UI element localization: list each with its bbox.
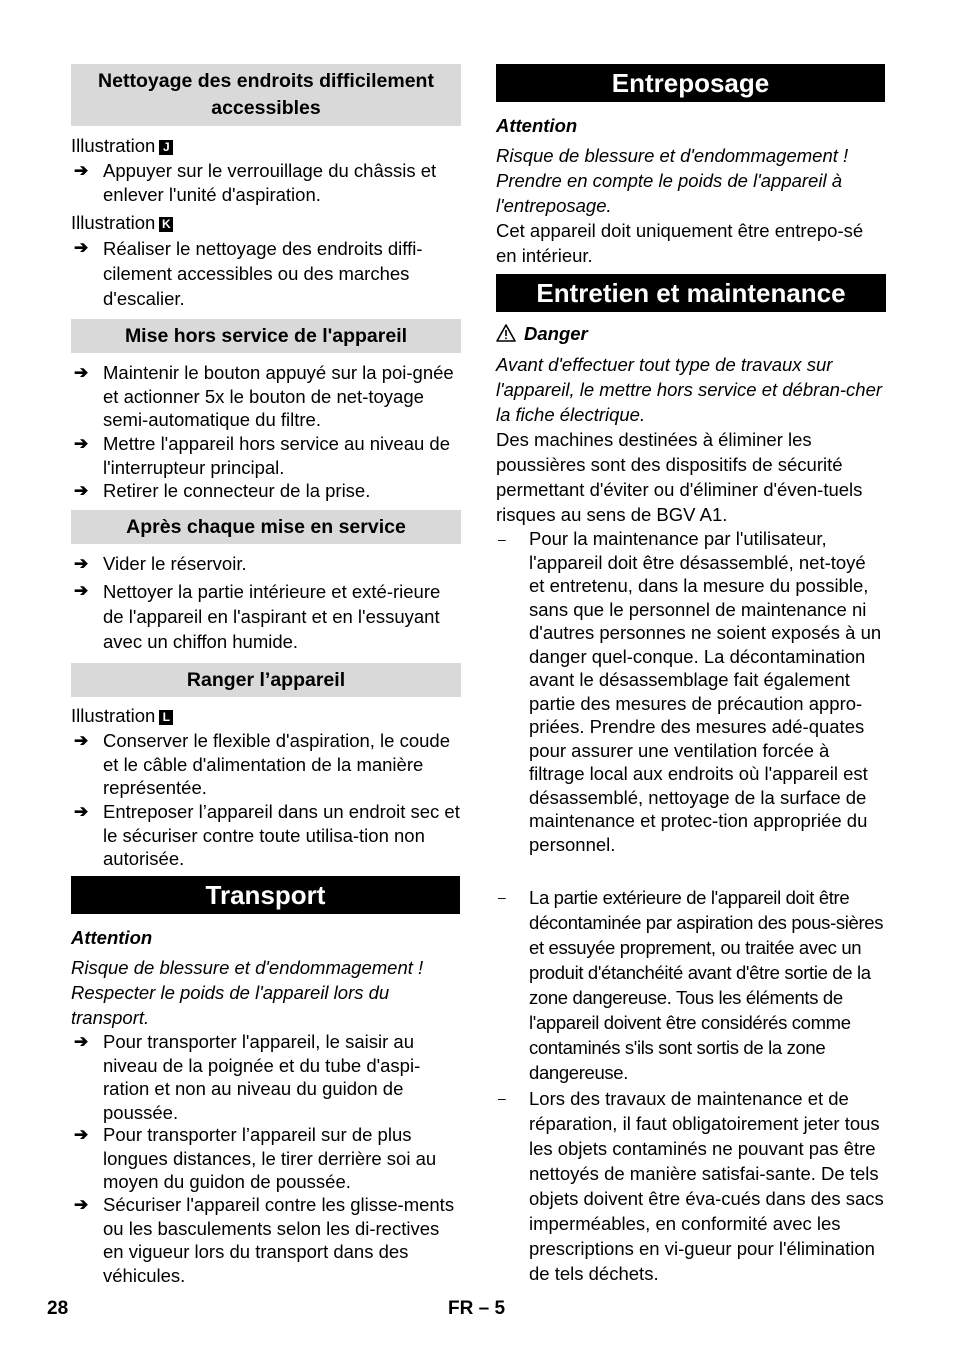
list-item [71, 236, 461, 311]
list-item [496, 1086, 886, 1286]
list-item [71, 729, 461, 800]
bullet-text: Nettoyer la partie intérieure et exté-rieure de l'appareil en l'aspirant et en l'essuyant avec un chiffon humide. [103, 581, 441, 652]
bullet-text: Sécuriser l'appareil contre les glisse-ments ou les basculements selon les di-rectives en vigueur lors du transport dans des véhicules. [103, 1194, 455, 1286]
list-item [71, 579, 461, 654]
bullet-text: Maintenir le bouton appuyé sur la poi-gnée et actionner 5x le bouton de net-toyage semi-automatique du filtre. [103, 362, 454, 430]
heading-ranger: Ranger l’appareil [71, 663, 461, 697]
heading-mise-hors-service: Mise hors service de l'appareil [71, 319, 461, 353]
heading-nettoyage: Nettoyage des endroits difficilement accessibles [71, 64, 461, 126]
illustration-letter-k: K [159, 217, 173, 232]
attention-label: Attention [71, 927, 153, 948]
warning-triangle-icon [496, 324, 516, 342]
list-item [71, 479, 461, 503]
dash-marker: – [498, 1090, 506, 1106]
bullet-text: Mettre l'appareil hors service au niveau de l'interrupteur principal. [103, 433, 450, 478]
arrow-icon: ➔ [74, 581, 89, 600]
arrow-icon: ➔ [74, 1195, 89, 1214]
bullet-text: Conserver le flexible d'aspiration, le coude et le câble d'alimentation de la manière représentée. [103, 730, 451, 798]
illustration-ref-l [71, 704, 173, 728]
warning-text: Risque de blessure et d'endommagement ! Respecter le poids de l'appareil lors du transport. [71, 957, 424, 1028]
bullet-text: Vider le réservoir. [103, 553, 247, 574]
illustration-ref-j [71, 134, 173, 158]
heading-entretien: Entretien et maintenance [496, 274, 886, 312]
arrow-icon: ➔ [74, 238, 89, 257]
arrow-icon: ➔ [74, 481, 89, 500]
list-item [71, 800, 461, 871]
arrow-icon: ➔ [74, 802, 89, 821]
list-item [71, 1123, 461, 1194]
arrow-icon: ➔ [74, 1125, 89, 1144]
attention-label: Attention [496, 115, 578, 136]
list-item [71, 552, 461, 576]
list-item [71, 361, 461, 432]
illustration-letter-l: L [159, 710, 173, 725]
dash-text: Pour la maintenance par l'utilisateur, l'appareil doit être désassemblé, net-toyé et entretenu, dans la mesure du possible, sans que le personnel de maintenance ni d'autres personnes ne soient exposés à un danger quel-conque. La décontamination avant le désassemblage fait également partie des mesures de précaution appro-priées. Prendre des mesures adé-quates pour assurer une ventilation forcée à filtrage local aux endroits où l'appareil est désassemblé, nettoyage de la surface de maintenance et protec-tion appropriée du personnel. [529, 528, 882, 855]
list-item [71, 1193, 461, 1287]
list-item [496, 885, 886, 1085]
bullet-text: Pour transporter l'appareil, le saisir au niveau de la poignée et du tube d'aspi-ration et non au niveau du guidon de poussée. [103, 1031, 421, 1123]
arrow-icon: ➔ [74, 434, 89, 453]
heading-entreposage: Entreposage [496, 64, 885, 102]
illustration-label: Illustration [71, 135, 156, 156]
language-page-label: FR – 5 [448, 1298, 506, 1319]
danger-label: Danger [524, 323, 588, 344]
bullet-text: Entreposer l’appareil dans un endroit sec et le sécuriser contre toute utilisa-tion non autorisée. [103, 801, 460, 869]
dash-marker: – [498, 889, 506, 905]
body-text: Des machines destinées à éliminer les poussières sont des dispositifs de sécurité permettant d'éviter ou d'éliminer d'éven-tuels risques au sens de BGV A1. [496, 429, 863, 525]
illustration-label: Illustration [71, 212, 156, 233]
arrow-icon: ➔ [74, 161, 89, 180]
bullet-text: Pour transporter l’appareil sur de plus longues distances, le tirer derrière soi au moyen du guidon de poussée. [103, 1124, 437, 1192]
heading-apres-mise-en-service: Après chaque mise en service [71, 510, 461, 544]
dash-text: Lors des travaux de maintenance et de réparation, il faut obligatoirement jeter tous les objets contaminés ne pouvant pas être nettoyés de manière satisfai-sante. De tels objets doivent être éva-cués dans des sacs imperméables, en conformité avec les prescriptions en vi-gueur pour l'élimination de tels déchets. [529, 1088, 884, 1284]
warning-text: Risque de blessure et d'endommagement ! Prendre en compte le poids de l'appareil à l'entreposage. [496, 145, 849, 216]
bullet-text: Retirer le connecteur de la prise. [103, 480, 371, 501]
arrow-icon: ➔ [74, 363, 89, 382]
heading-transport: Transport [71, 876, 460, 914]
illustration-label: Illustration [71, 705, 156, 726]
dash-marker: – [498, 531, 506, 547]
illustration-ref-k [71, 211, 173, 235]
body-text: Cet appareil doit uniquement être entrepo-sé en intérieur. [496, 220, 864, 266]
illustration-letter-j: J [159, 140, 173, 155]
arrow-icon: ➔ [74, 731, 89, 750]
page-number: 28 [47, 1298, 69, 1319]
dash-text: La partie extérieure de l'appareil doit être décontaminée par aspiration des pous-sières et essuyée proprement, ou traitée avec un produit d'étanchéité avant d'être sortie de la zone dangereuse. Tous les éléments de l'appareil doivent être considérés comme contaminés s'ils sont sortis de la zone dangereuse. [529, 887, 884, 1083]
list-item [496, 527, 886, 856]
arrow-icon: ➔ [74, 554, 89, 573]
danger-text: Avant d'effectuer tout type de travaux sur l'appareil, le mettre hors service et débran-cher la fiche électrique. [496, 354, 883, 425]
bullet-text: Appuyer sur le verrouillage du châssis et enlever l'unité d'aspiration. [103, 160, 437, 205]
danger-label-row [496, 322, 886, 346]
list-item [71, 159, 461, 206]
arrow-icon: ➔ [74, 1032, 89, 1051]
bullet-text: Réaliser le nettoyage des endroits diffi-cilement accessibles ou des marches d'escalier. [103, 238, 423, 309]
list-item [71, 1030, 461, 1124]
list-item [71, 432, 461, 479]
